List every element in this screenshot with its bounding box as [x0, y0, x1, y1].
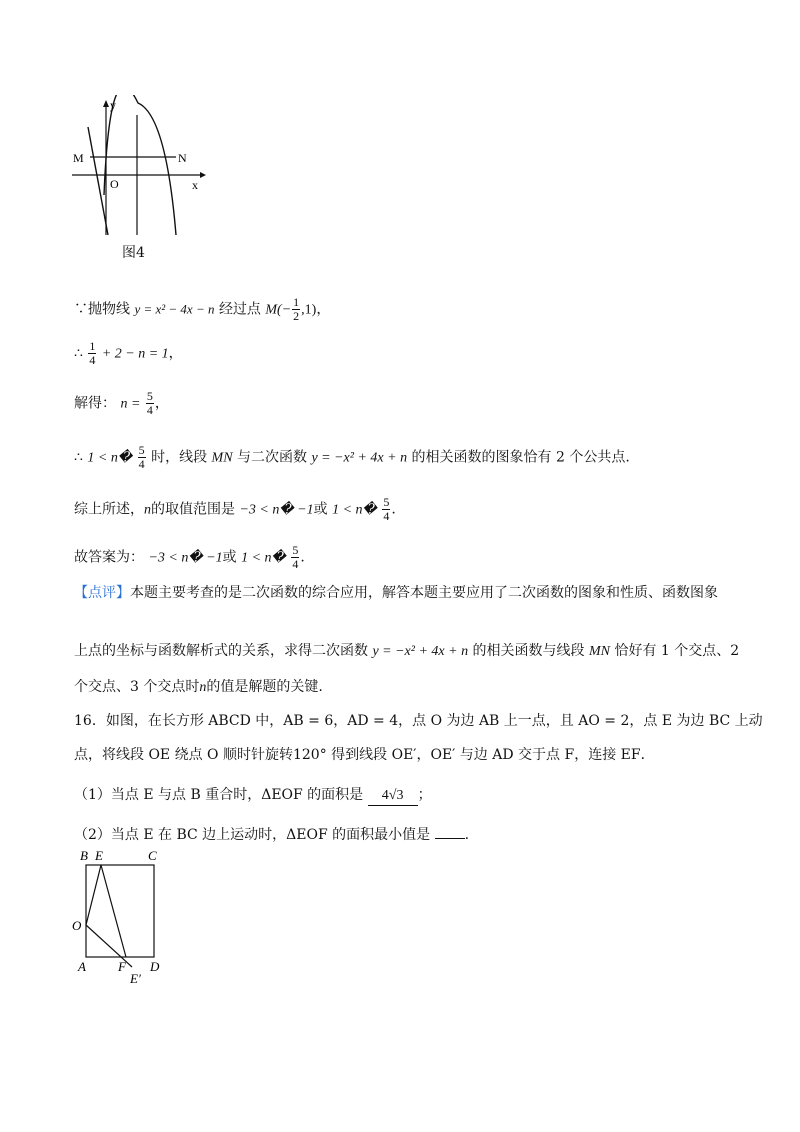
label-b: B: [80, 848, 88, 863]
solution-line-5: 综上所述，n的取值范围是 −3 < n� −1或 1 < n� $\frac{5}{4}$ .: [74, 495, 396, 523]
review-tag: 【点评】: [74, 585, 130, 601]
solution-line-3: 解得： n = $\frac{5}{4}$ ，: [74, 389, 169, 417]
problem-16-line-1: 16．如图，在长方形 ABCD 中，AB = 6，AD = 4，点 O 为边 AB 上一点，且 AO = 2，点 E 为边 BC 上动: [74, 713, 763, 729]
parabola-curve: [104, 95, 176, 235]
label-f: F: [118, 959, 126, 974]
problem-16-line-2: 点，将线段 OE 绕点 O 顺时针旋转120° 得到线段 OE′，OE′ 与边 AD 交于点 F，连接 EF．: [74, 747, 655, 763]
label-a: A: [78, 959, 86, 974]
y-axis-arrow: [103, 100, 109, 107]
x-axis-arrow: [200, 172, 206, 178]
label-e: E: [95, 848, 103, 863]
label-n: N: [178, 151, 187, 165]
solution-line-1: ∵抛物线 y = x² − 4x − n 经过点 M(− $\frac{1}{2}$ ,1)，: [74, 295, 331, 323]
label-o: O: [72, 918, 82, 933]
review-line-3: 个交点、3 个交点时n的值是解题的关键.: [74, 679, 323, 695]
label-o: O: [110, 177, 119, 191]
review-line-2: 上点的坐标与函数解析式的关系，求得二次函数 y = −x² + 4x + n 的相关函数与线段 MN 恰好有 1 个交点、2: [74, 643, 740, 659]
solution-line-2: ∴ $\frac{1}{4}$ + 2 − n = 1，: [74, 339, 183, 367]
segment-oe: [86, 865, 101, 925]
review-line-1: 【点评】本题主要考查的是二次函数的综合应用，解答本题主要应用了二次函数的图象和性质、函数图象: [74, 585, 718, 601]
label-y: y: [110, 98, 116, 112]
label-x: x: [192, 178, 198, 192]
figure-16-rectangle: [68, 845, 178, 990]
parabola-equation: y = x² − 4x − n: [134, 301, 215, 317]
solution-line-6: 故答案为： −3 < n� −1或 1 < n� $\frac{5}{4}$ .: [74, 543, 305, 571]
segment-ef: [101, 865, 126, 957]
solution-line-4: ∴ 1 < n� $\frac{5}{4}$ 时，线段 MN 与二次函数 y = −x² + 4x + n 的相关函数的图象恰有 2 个公共点.: [74, 443, 630, 471]
figure-4-caption: 图4: [122, 245, 145, 261]
label-e-prime: E′: [130, 971, 141, 986]
question-2: （2）当点 E 在 BC 边上运动时，ΔEOF 的面积最小值是 .: [74, 827, 470, 843]
question-1: （1）当点 E 与点 B 重合时，ΔEOF 的面积是 4√3 ；: [74, 786, 432, 806]
label-c: C: [148, 848, 157, 863]
label-m: M: [73, 151, 84, 165]
label-d: D: [150, 959, 160, 974]
rectangle-abcd: [86, 865, 154, 957]
answer-2-blank: [435, 838, 465, 839]
answer-1: 4√3: [368, 787, 418, 806]
figure-4-graph: [68, 95, 208, 240]
